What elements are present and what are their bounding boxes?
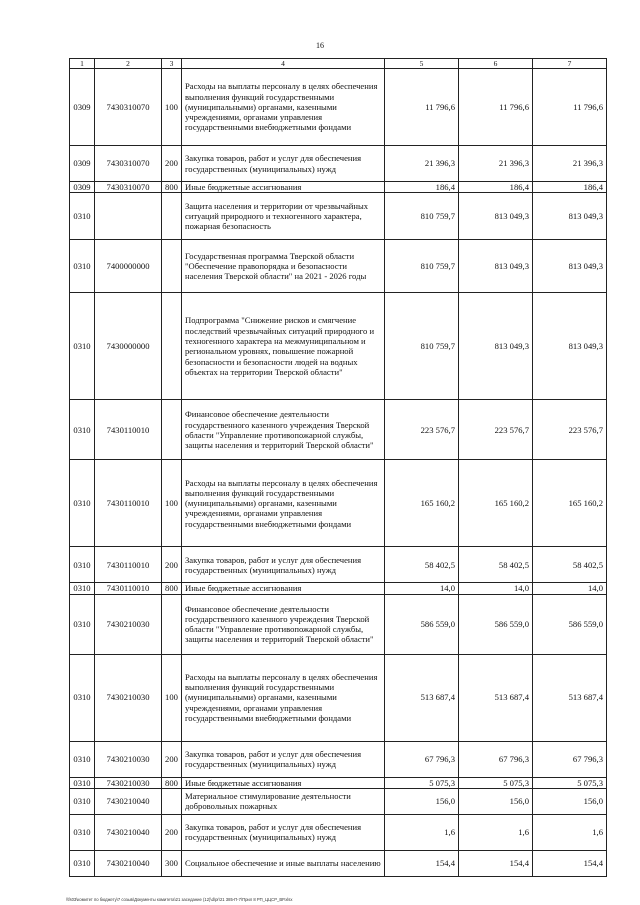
item-name-cell: Иные бюджетные ассигнования [182, 777, 385, 788]
table-body [70, 69, 607, 877]
amount-year-2-cell: 813 049,3 [459, 293, 533, 400]
amount-year-1-cell: 513 687,4 [385, 654, 459, 741]
table-row [70, 146, 607, 182]
item-name-cell: Защита населения и территории от чрезвычайных ситуаций природного и техногенного характера, пожарная безопасность [182, 193, 385, 240]
header-cell: 1 [70, 59, 95, 69]
item-name-cell: Государственная программа Тверской области "Обеспечение правопорядка и безопасности населения Тверской области" на 2021 - 2026 годы [182, 240, 385, 293]
table-row [70, 594, 607, 654]
amount-year-1-cell: 810 759,7 [385, 293, 459, 400]
table-row [70, 654, 607, 741]
table-row [70, 850, 607, 876]
table-row [70, 293, 607, 400]
target-code-cell: 7430210040 [95, 814, 162, 850]
budget-table [69, 58, 607, 877]
amount-year-3-cell: 813 049,3 [533, 293, 607, 400]
item-name-cell: Закупка товаров, работ и услуг для обеспечения государственных (муниципальных) нужд [182, 547, 385, 583]
table-row [70, 814, 607, 850]
amount-year-3-cell: 165 160,2 [533, 460, 607, 547]
amount-year-3-cell: 1,6 [533, 814, 607, 850]
expense-type-cell [162, 193, 182, 240]
section-code-cell: 0310 [70, 547, 95, 583]
expense-type-cell: 100 [162, 654, 182, 741]
amount-year-1-cell: 810 759,7 [385, 193, 459, 240]
target-code-cell: 7430210030 [95, 741, 162, 777]
target-code-cell: 7430110010 [95, 400, 162, 460]
header-cell: 2 [95, 59, 162, 69]
amount-year-2-cell: 11 796,6 [459, 69, 533, 146]
section-code-cell: 0310 [70, 293, 95, 400]
target-code-cell [95, 193, 162, 240]
section-code-cell: 0310 [70, 814, 95, 850]
expense-type-cell [162, 788, 182, 814]
section-code-cell: 0309 [70, 182, 95, 193]
amount-year-2-cell: 67 796,3 [459, 741, 533, 777]
footer-file-path: \\fs03\комитет по бюджету\7 созыв\Документы комитета\21 заседание (12)\d\pr\21 385-П-7\Прил 8 РП_ЦЦСР_ВР.xlsx [66, 897, 293, 902]
target-code-cell: 7430210030 [95, 594, 162, 654]
target-code-cell: 7400000000 [95, 240, 162, 293]
item-name-cell: Иные бюджетные ассигнования [182, 182, 385, 193]
amount-year-1-cell: 21 396,3 [385, 146, 459, 182]
amount-year-1-cell: 11 796,6 [385, 69, 459, 146]
section-code-cell: 0310 [70, 594, 95, 654]
table-row [70, 240, 607, 293]
target-code-cell: 7430210030 [95, 777, 162, 788]
amount-year-3-cell: 11 796,6 [533, 69, 607, 146]
target-code-cell: 7430000000 [95, 293, 162, 400]
amount-year-2-cell: 223 576,7 [459, 400, 533, 460]
item-name-cell: Подпрограмма "Снижение рисков и смягчение последствий чрезвычайных ситуаций природного и техногенного характера на межмуниципальном и региональном уровнях, повышение пожарной безопасности и безопасности людей на водных объектах на территории Тверской области" [182, 293, 385, 400]
table-row [70, 741, 607, 777]
amount-year-1-cell: 810 759,7 [385, 240, 459, 293]
expense-type-cell: 800 [162, 583, 182, 594]
table-row [70, 788, 607, 814]
page-number: 16 [316, 41, 324, 50]
amount-year-3-cell: 186,4 [533, 182, 607, 193]
amount-year-2-cell: 154,4 [459, 850, 533, 876]
item-name-cell: Расходы на выплаты персоналу в целях обеспечения выполнения функций государственными (муниципальными) органами, казенными учреждениями, органами управления государственными внебюджетными фондами [182, 460, 385, 547]
table-row [70, 583, 607, 594]
expense-type-cell: 200 [162, 814, 182, 850]
table-row [70, 460, 607, 547]
table-row [70, 193, 607, 240]
amount-year-3-cell: 21 396,3 [533, 146, 607, 182]
item-name-cell: Социальное обеспечение и иные выплаты населению [182, 850, 385, 876]
amount-year-1-cell: 165 160,2 [385, 460, 459, 547]
item-name-cell: Финансовое обеспечение деятельности государственного казенного учреждения Тверской области "Управление противопожарной службы, защиты населения и территорий Тверской области" [182, 594, 385, 654]
amount-year-2-cell: 1,6 [459, 814, 533, 850]
target-code-cell: 7430110010 [95, 547, 162, 583]
section-code-cell: 0310 [70, 850, 95, 876]
expense-type-cell [162, 293, 182, 400]
amount-year-3-cell: 223 576,7 [533, 400, 607, 460]
amount-year-2-cell: 186,4 [459, 182, 533, 193]
item-name-cell: Закупка товаров, работ и услуг для обеспечения государственных (муниципальных) нужд [182, 814, 385, 850]
target-code-cell: 7430110010 [95, 583, 162, 594]
expense-type-cell: 100 [162, 460, 182, 547]
amount-year-1-cell: 223 576,7 [385, 400, 459, 460]
expense-type-cell: 800 [162, 777, 182, 788]
target-code-cell: 7430310070 [95, 182, 162, 193]
item-name-cell: Иные бюджетные ассигнования [182, 583, 385, 594]
header-cell: 4 [182, 59, 385, 69]
amount-year-2-cell: 58 402,5 [459, 547, 533, 583]
section-code-cell: 0310 [70, 240, 95, 293]
amount-year-3-cell: 813 049,3 [533, 240, 607, 293]
amount-year-2-cell: 14,0 [459, 583, 533, 594]
item-name-cell: Расходы на выплаты персоналу в целях обеспечения выполнения функций государственными (муниципальными) органами, казенными учреждениями, органами управления государственными внебюджетными фондами [182, 654, 385, 741]
expense-type-cell: 100 [162, 69, 182, 146]
expense-type-cell: 200 [162, 146, 182, 182]
amount-year-2-cell: 165 160,2 [459, 460, 533, 547]
amount-year-3-cell: 58 402,5 [533, 547, 607, 583]
item-name-cell: Закупка товаров, работ и услуг для обеспечения государственных (муниципальных) нужд [182, 741, 385, 777]
target-code-cell: 7430110010 [95, 460, 162, 547]
header-cell: 5 [385, 59, 459, 69]
amount-year-3-cell: 813 049,3 [533, 193, 607, 240]
section-code-cell: 0310 [70, 583, 95, 594]
amount-year-3-cell: 154,4 [533, 850, 607, 876]
section-code-cell: 0310 [70, 741, 95, 777]
target-code-cell: 7430210040 [95, 788, 162, 814]
section-code-cell: 0309 [70, 69, 95, 146]
target-code-cell: 7430210030 [95, 654, 162, 741]
amount-year-1-cell: 154,4 [385, 850, 459, 876]
expense-type-cell [162, 240, 182, 293]
item-name-cell: Финансовое обеспечение деятельности государственного казенного учреждения Тверской области "Управление противопожарной службы, защиты населения и территорий Тверской области" [182, 400, 385, 460]
expense-type-cell [162, 400, 182, 460]
section-code-cell: 0310 [70, 460, 95, 547]
amount-year-1-cell: 186,4 [385, 182, 459, 193]
amount-year-2-cell: 513 687,4 [459, 654, 533, 741]
amount-year-1-cell: 5 075,3 [385, 777, 459, 788]
expense-type-cell: 300 [162, 850, 182, 876]
amount-year-3-cell: 5 075,3 [533, 777, 607, 788]
amount-year-1-cell: 1,6 [385, 814, 459, 850]
section-code-cell: 0310 [70, 400, 95, 460]
expense-type-cell [162, 594, 182, 654]
expense-type-cell: 200 [162, 741, 182, 777]
section-code-cell: 0310 [70, 777, 95, 788]
header-cell: 3 [162, 59, 182, 69]
table-row [70, 777, 607, 788]
amount-year-1-cell: 67 796,3 [385, 741, 459, 777]
table-row [70, 182, 607, 193]
expense-type-cell: 800 [162, 182, 182, 193]
target-code-cell: 7430310070 [95, 69, 162, 146]
amount-year-3-cell: 586 559,0 [533, 594, 607, 654]
amount-year-1-cell: 586 559,0 [385, 594, 459, 654]
amount-year-1-cell: 156,0 [385, 788, 459, 814]
header-row [70, 59, 607, 69]
amount-year-3-cell: 156,0 [533, 788, 607, 814]
expense-type-cell: 200 [162, 547, 182, 583]
table-row [70, 69, 607, 146]
amount-year-3-cell: 513 687,4 [533, 654, 607, 741]
item-name-cell: Материальное стимулирование деятельности добровольных пожарных [182, 788, 385, 814]
amount-year-2-cell: 586 559,0 [459, 594, 533, 654]
amount-year-2-cell: 813 049,3 [459, 193, 533, 240]
table-header [70, 59, 607, 69]
target-code-cell: 7430310070 [95, 146, 162, 182]
section-code-cell: 0309 [70, 146, 95, 182]
amount-year-2-cell: 813 049,3 [459, 240, 533, 293]
header-cell: 7 [533, 59, 607, 69]
section-code-cell: 0310 [70, 654, 95, 741]
table-row [70, 547, 607, 583]
item-name-cell: Расходы на выплаты персоналу в целях обеспечения выполнения функций государственными (муниципальными) органами, казенными учреждениями, органами управления государственными внебюджетными фондами [182, 69, 385, 146]
amount-year-3-cell: 67 796,3 [533, 741, 607, 777]
amount-year-2-cell: 5 075,3 [459, 777, 533, 788]
target-code-cell: 7430210040 [95, 850, 162, 876]
section-code-cell: 0310 [70, 788, 95, 814]
section-code-cell: 0310 [70, 193, 95, 240]
amount-year-1-cell: 58 402,5 [385, 547, 459, 583]
table-row [70, 400, 607, 460]
amount-year-2-cell: 21 396,3 [459, 146, 533, 182]
amount-year-1-cell: 14,0 [385, 583, 459, 594]
item-name-cell: Закупка товаров, работ и услуг для обеспечения государственных (муниципальных) нужд [182, 146, 385, 182]
amount-year-3-cell: 14,0 [533, 583, 607, 594]
header-cell: 6 [459, 59, 533, 69]
amount-year-2-cell: 156,0 [459, 788, 533, 814]
